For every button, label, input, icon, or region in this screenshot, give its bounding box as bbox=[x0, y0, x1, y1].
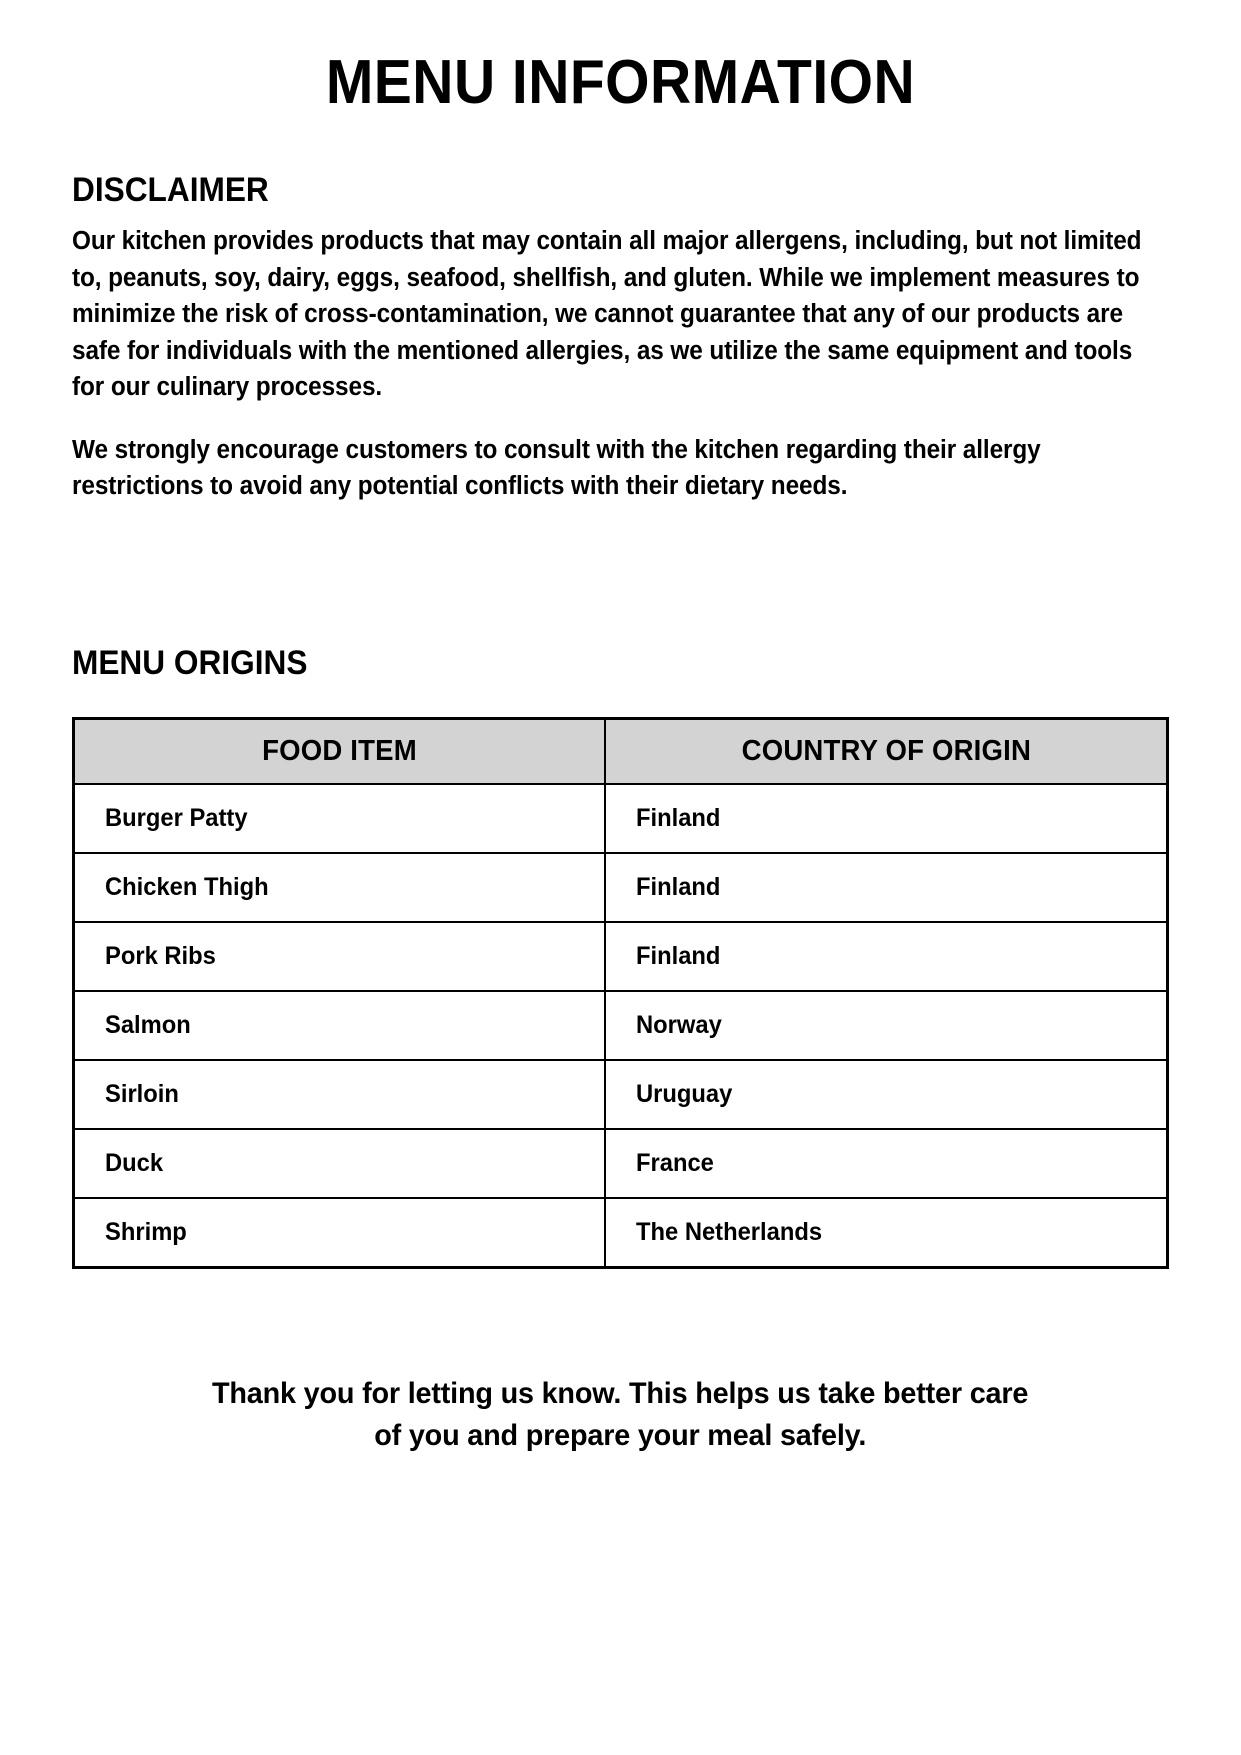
table-row bbox=[74, 991, 1168, 1060]
column-header-food-item bbox=[74, 719, 606, 785]
disclaimer-paragraph-1: Our kitchen provides products that may contain all major allergens, including, but not limited to, peanuts, soy, dairy, eggs, seafood, shellfish, and gluten. While we implement measures to minimize the risk of cross-contamination, we cannot guarantee that any of our products are safe for individuals with the mentioned allergies, as we utilize the same equipment and tools for our culinary processes. bbox=[72, 227, 1142, 402]
footer-note-line-1: Thank you for letting us know. This helps us take better care bbox=[212, 1377, 1029, 1411]
disclaimer-paragraph-2: We strongly encourage customers to consult with the kitchen regarding their allergy restrictions to avoid any potential conflicts with their dietary needs. bbox=[72, 435, 1041, 501]
cell-food-item-label: Duck bbox=[105, 1149, 164, 1178]
cell-country-label: Finland bbox=[636, 804, 721, 833]
cell-food-item-label: Chicken Thigh bbox=[105, 873, 269, 902]
cell-food-item-label: Burger Patty bbox=[105, 804, 248, 833]
cell-food-item-label: Salmon bbox=[105, 1011, 191, 1040]
cell-country-label: Finland bbox=[636, 873, 721, 902]
footer-note bbox=[72, 1269, 1169, 1457]
cell-country-label: Finland bbox=[636, 942, 721, 971]
menu-origins-section bbox=[72, 505, 1169, 1269]
menu-origins-table bbox=[72, 717, 1169, 1269]
cell-country bbox=[605, 853, 1167, 922]
table-header bbox=[74, 719, 1168, 785]
cell-country-label: Uruguay bbox=[636, 1080, 733, 1109]
footer-note-line-2: of you and prepare your meal safely. bbox=[374, 1419, 867, 1453]
cell-food-item bbox=[74, 991, 606, 1060]
column-header-country-of-origin-label: COUNTRY OF ORIGIN bbox=[741, 735, 1031, 768]
cell-food-item bbox=[74, 853, 606, 922]
table-row bbox=[74, 853, 1168, 922]
column-header-food-item-label: FOOD ITEM bbox=[262, 735, 417, 768]
menu-origins-heading: MENU ORIGINS bbox=[72, 643, 308, 682]
cell-country-label: France bbox=[636, 1149, 715, 1178]
cell-food-item bbox=[74, 922, 606, 991]
cell-country bbox=[605, 991, 1167, 1060]
cell-food-item bbox=[74, 784, 606, 853]
cell-food-item bbox=[74, 1060, 606, 1129]
page-title: MENU INFORMATION bbox=[325, 48, 916, 117]
disclaimer-section bbox=[72, 114, 1169, 505]
cell-country bbox=[605, 1129, 1167, 1198]
table-body bbox=[74, 784, 1168, 1268]
cell-food-item-label: Sirloin bbox=[105, 1080, 179, 1109]
cell-country-label: Norway bbox=[636, 1011, 722, 1040]
table-row bbox=[74, 922, 1168, 991]
table-header-row bbox=[74, 719, 1168, 785]
table-row bbox=[74, 1198, 1168, 1268]
cell-country bbox=[605, 784, 1167, 853]
column-header-country-of-origin bbox=[605, 719, 1167, 785]
cell-food-item-label: Pork Ribs bbox=[105, 942, 216, 971]
cell-country-label: The Netherlands bbox=[636, 1218, 823, 1247]
cell-food-item-label: Shrimp bbox=[105, 1218, 187, 1247]
cell-food-item bbox=[74, 1198, 606, 1268]
table-row bbox=[74, 784, 1168, 853]
cell-country bbox=[605, 922, 1167, 991]
disclaimer-heading: DISCLAIMER bbox=[72, 171, 269, 209]
table-row bbox=[74, 1129, 1168, 1198]
cell-country bbox=[605, 1060, 1167, 1129]
cell-country bbox=[605, 1198, 1167, 1268]
cell-food-item bbox=[74, 1129, 606, 1198]
table-row bbox=[74, 1060, 1168, 1129]
